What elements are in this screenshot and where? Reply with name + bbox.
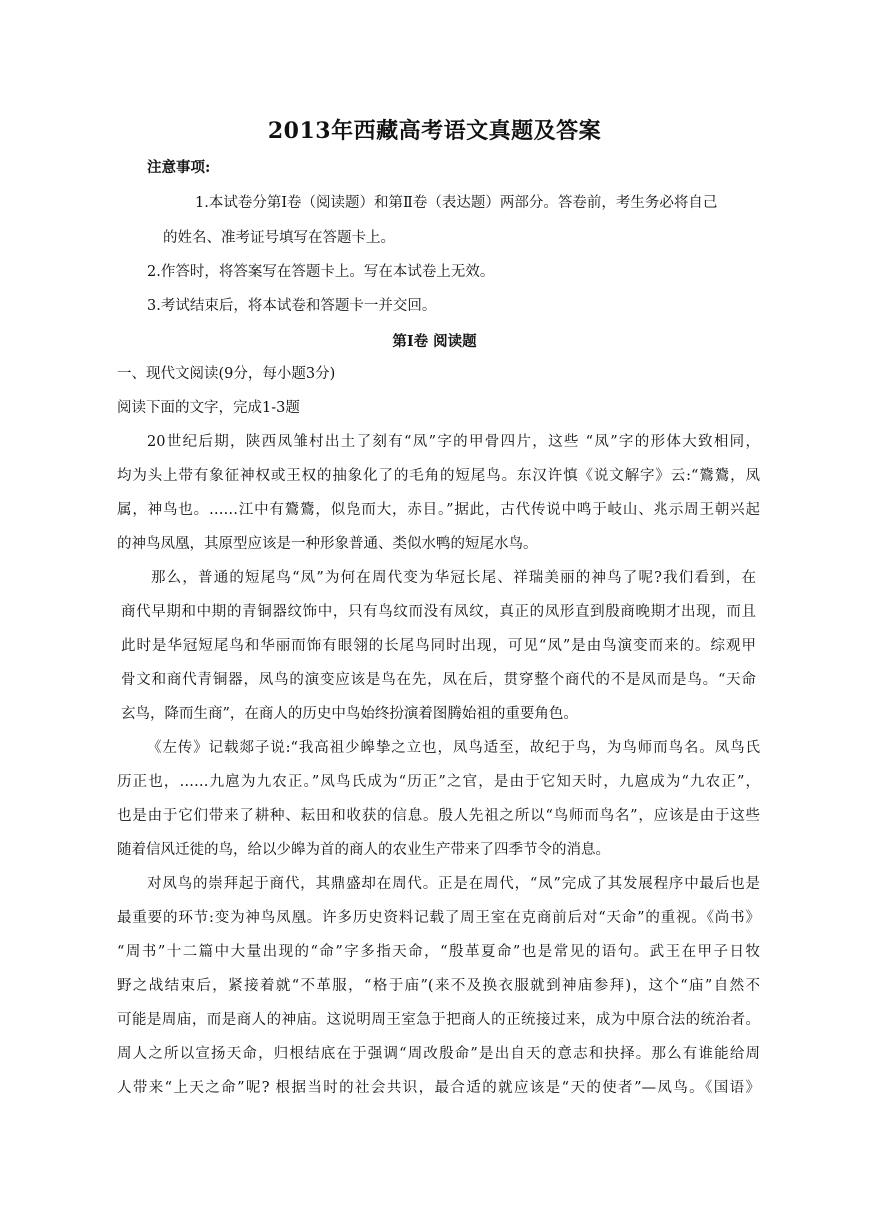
- paragraph-3-line-2: 历正也，……九扈为九农正。”凤鸟氏成为“历正”之官，是由于它知天时，九扈成为“九农正”，: [117, 774, 760, 790]
- paragraph-4-line-1: 对凤鸟的崇拜起于商代，其鼎盛却在周代。正是在周代，“凤”完成了其发展程序中最后也是: [147, 876, 760, 892]
- paragraph-1-line-4: 的神鸟凤凰，其原型应该是一种形象普通、类似水鸭的短尾水鸟。: [117, 536, 538, 552]
- paragraph-1-line-2: 均为头上带有象征神权或王权的抽象化了的毛角的短尾鸟。东汉许慎《说文解字》云:“鷟鷟，凤: [117, 468, 760, 484]
- paragraph-4-line-6: 周人之所以宣扬天命，归根结底在于强调“周改殷命”是出自天的意志和抉择。那么有谁能给周: [117, 1046, 760, 1062]
- paragraph-2-line-3: 此时是华冠短尾鸟和华丽而饰有眼翎的长尾鸟同时出现，可见“凤”是由鸟演变而来的。综观甲: [121, 638, 756, 654]
- notice-item-3: 3.考试结束后，将本试卷和答题卡一并交回。: [147, 298, 437, 314]
- paragraph-4-line-5: 可能是周庙，而是商人的神庙。这说明周王室急于把商人的正统接过来，成为中原合法的统治者。: [117, 1012, 760, 1028]
- paragraph-3-line-1: 《左传》记载郯子说:“我高祖少皞挚之立也，凤鸟适至，故纪于鸟，为鸟师而鸟名。凤鸟氏: [147, 740, 760, 756]
- notice-item-1-line-1: 1.本试卷分第Ⅰ卷（阅读题）和第Ⅱ卷（表达题）两部分。答卷前，考生务必将自己: [195, 195, 718, 211]
- paragraph-2-line-2: 商代早期和中期的青铜器纹饰中，只有鸟纹而没有凤纹，真正的凤形直到殷商晚期才出现，而且: [121, 604, 756, 620]
- part-heading: 一、现代文阅读(9分，每小题3分): [117, 366, 336, 382]
- document-title: 2013年西藏高考语文真题及答案: [267, 118, 602, 144]
- paragraph-2-line-5: 玄鸟，降而生商”，在商人的历史中鸟始终扮演着图腾始祖的重要角色。: [121, 706, 578, 722]
- notice-item-2: 2.作答时，将答案写在答题卡上。写在本试卷上无效。: [147, 264, 495, 280]
- paragraph-3-line-4: 随着信风迁徙的鸟，给以少皞为首的商人的农业生产带来了四季节令的消息。: [117, 842, 610, 858]
- paragraph-2-line-1: 那么，普通的短尾鸟“凤”为何在周代变为华冠长尾、祥瑞美丽的神鸟了呢?我们看到，在: [151, 570, 756, 586]
- paragraph-4-line-2: 最重要的环节:变为神鸟凤凰。许多历史资料记载了周王室在克商前后对“天命”的重视。《尚书》: [117, 910, 760, 926]
- notice-item-1-line-2: 的姓名、准考证号填写在答题卡上。: [163, 230, 395, 246]
- paragraph-2-line-4: 骨文和商代青铜器，凤鸟的演变应该是鸟在先，凤在后，贯穿整个商代的不是凤而是鸟。“天命: [121, 672, 756, 688]
- paragraph-3-line-3: 也是由于它们带来了耕种、耘田和收获的信息。殷人先祖之所以“鸟师而鸟名”，应该是由于这些: [117, 808, 760, 824]
- paragraph-1-line-3: 属，神鸟也。……江中有鷟鷟，似凫而大，赤目。”据此，古代传说中鸣于岐山、兆示周王朝兴起: [117, 502, 760, 518]
- paragraph-4-line-3: “周书”十二篇中大量出现的“命”字多指天命，“殷革夏命”也是常见的语句。武王在甲子日牧: [117, 944, 760, 960]
- section-title: 第Ⅰ卷 阅读题: [392, 333, 477, 350]
- paragraph-1-line-1: 20世纪后期，陕西凤雏村出土了刻有“凤”字的甲骨四片，这些 “凤”字的形体大致相同，: [147, 434, 760, 450]
- paragraph-4-line-4: 野之战结束后，紧接着就“不革服，“格于庙”(来不及换衣服就到神庙参拜)，这个“庙”自然不: [117, 978, 760, 994]
- notice-heading: 注意事项:: [147, 159, 211, 176]
- part-instruction: 阅读下面的文字，完成1-3题: [117, 400, 300, 416]
- paragraph-4-line-7: 人带来“上天之命”呢? 根据当时的社会共识，最合适的就应该是“天的使者”—凤鸟。《国语》: [117, 1080, 760, 1096]
